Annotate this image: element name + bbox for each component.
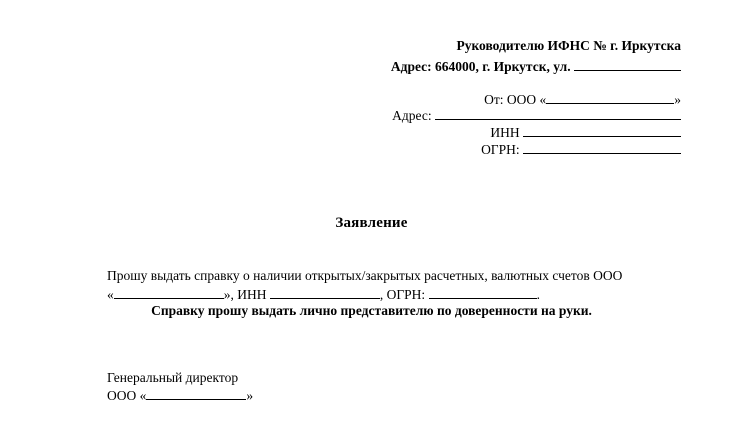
sender-suffix: » — [674, 92, 681, 107]
sender-ogrn-blank — [523, 141, 681, 154]
sender-inn-blank — [523, 124, 681, 137]
sender-ogrn-label: ОГРН: — [481, 142, 520, 157]
sender-prefix: От: ООО « — [484, 92, 547, 107]
signature-org-line — [107, 387, 253, 404]
signature-org-blank — [146, 387, 246, 400]
signature-org-suffix: » — [246, 388, 254, 403]
body-ogrn-label: , ОГРН: — [379, 287, 429, 302]
sender-address-label: Адрес: — [392, 108, 432, 123]
body-org-blank — [114, 286, 224, 299]
body-line-1: Прошу выдать справку о наличии открытых/закрытых расчетных, валютных счетов ООО — [107, 268, 623, 283]
sender-inn-line — [490, 124, 681, 141]
signature-org-prefix: ООО « — [107, 388, 147, 403]
street-blank — [574, 58, 681, 71]
body-inn-blank — [270, 286, 380, 299]
body-line-2 — [107, 286, 540, 303]
sender-inn-label: ИНН — [490, 125, 520, 140]
sender-address-blank — [435, 107, 681, 120]
body-line-2-end: . — [536, 287, 540, 302]
sender-ogrn-line — [481, 141, 681, 158]
body-ogrn-blank — [429, 286, 537, 299]
sender-address-line — [392, 107, 681, 124]
recipient-text: Руководителю ИФНС № г. Иркутска — [456, 38, 681, 53]
sender-line — [484, 91, 681, 108]
recipient-address-text: Адрес: 664000, г. Иркутск, ул. — [390, 59, 574, 74]
sender-name-blank — [546, 91, 674, 104]
body-line-3: Справку прошу выдать лично представителю по доверенности на руки. — [151, 303, 592, 318]
signature-position: Генеральный директор — [107, 370, 239, 385]
recipient-line — [456, 38, 681, 54]
document-title: Заявление — [335, 215, 408, 231]
body-org-open: « — [107, 287, 114, 302]
body-inn-label: », ИНН — [223, 287, 270, 302]
recipient-address-line — [391, 58, 681, 75]
